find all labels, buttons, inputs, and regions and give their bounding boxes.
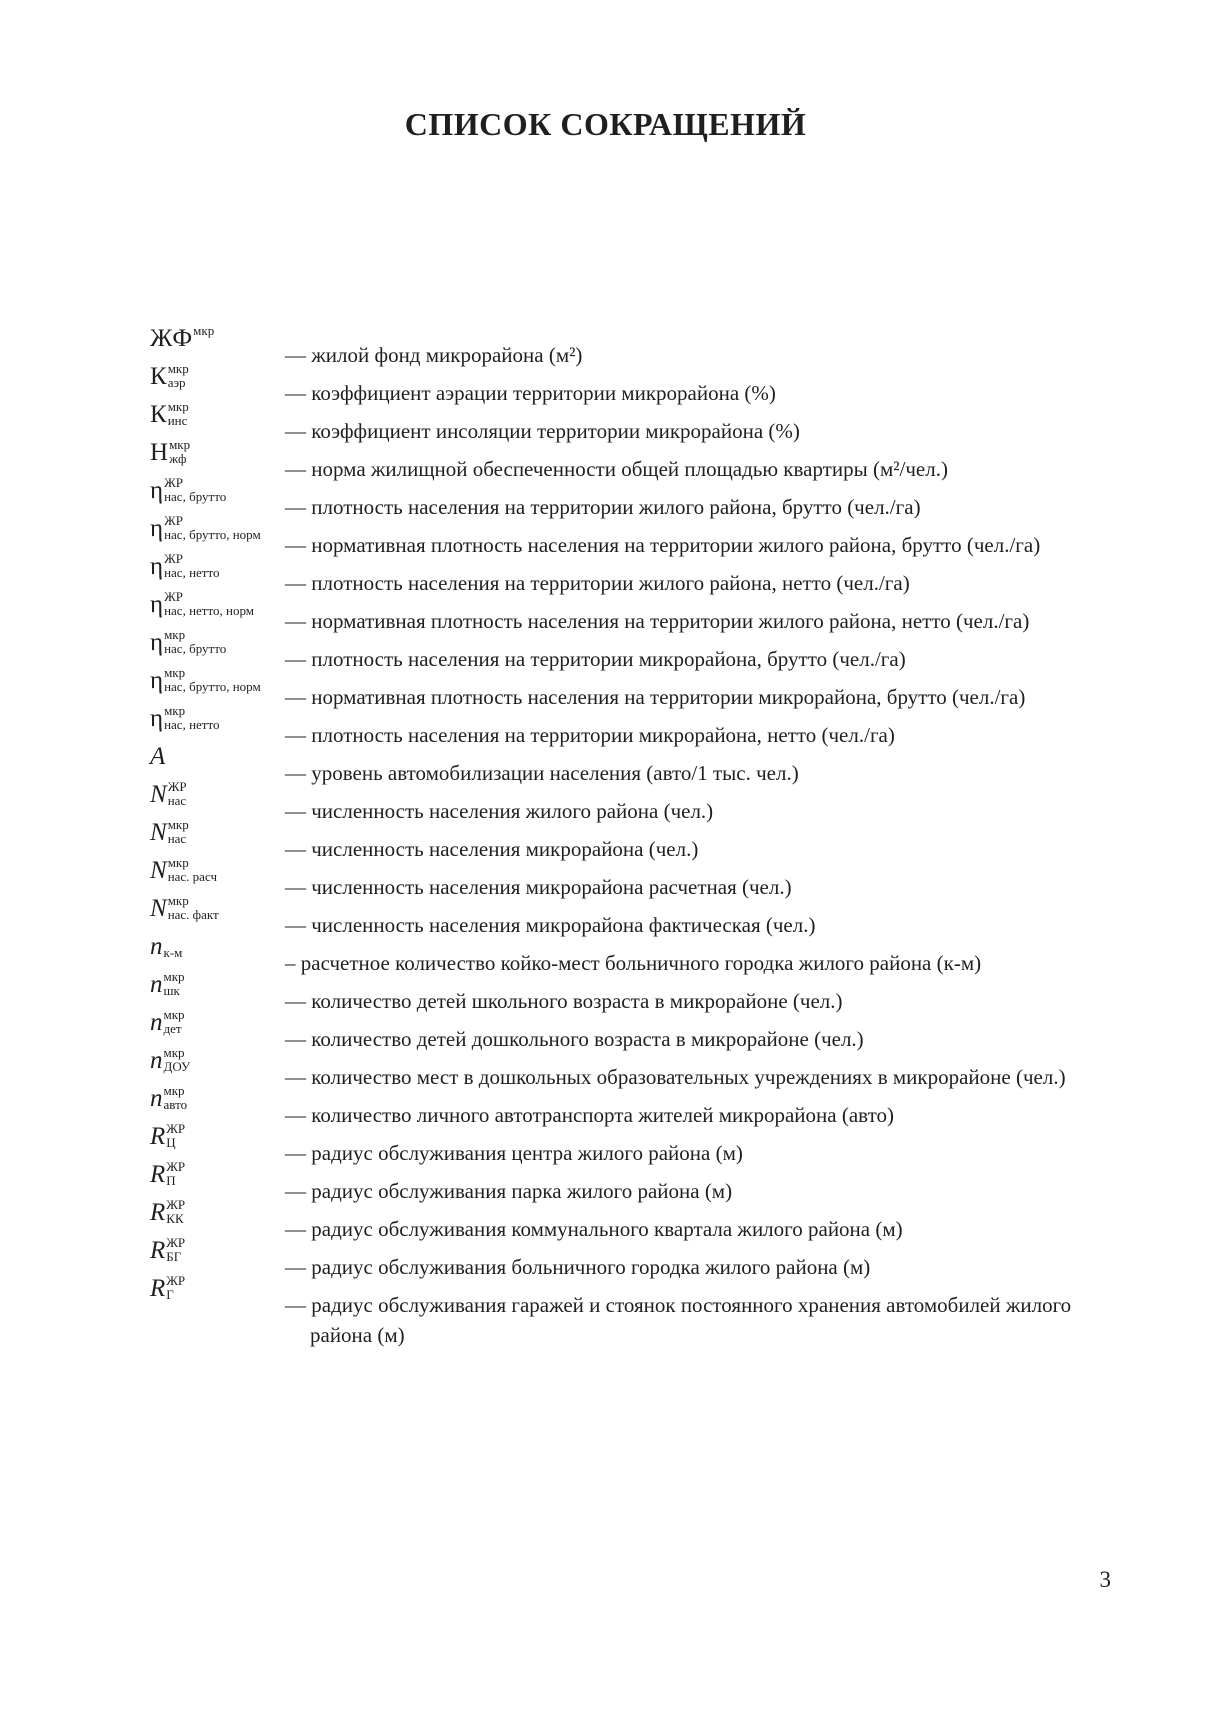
abbreviation-entry	[150, 893, 1110, 940]
abbreviation-description: — нормативная плотность населения на территории микрорайона, брутто (чел./га)	[285, 685, 1026, 709]
symbol-superscript: мкр	[164, 703, 186, 718]
symbol-subscript: жф	[169, 451, 187, 467]
abbreviation-entry	[150, 323, 1110, 370]
abbreviation-entry	[150, 437, 1110, 484]
symbol-superscript: мкр	[167, 893, 189, 908]
symbol-subscript: нас	[167, 793, 187, 809]
symbol-subscript: КК	[166, 1211, 184, 1227]
abbreviation-description: — численность населения жилого района (чел.)	[285, 799, 714, 823]
abbreviation-entry	[150, 589, 1110, 636]
symbol-superscript: мкр	[164, 665, 186, 680]
symbol-superscript: мкр	[163, 1007, 185, 1022]
abbreviation-description: — коэффициент инсоляции территории микрорайона (%)	[285, 419, 800, 443]
abbreviation-entry	[150, 399, 1110, 446]
symbol-base: η	[150, 629, 164, 656]
symbol-base: η	[150, 477, 164, 504]
symbol-superscript: ЖР	[164, 589, 183, 604]
abbreviation-entry	[150, 361, 1110, 408]
abbreviation-entry	[150, 1083, 1110, 1130]
abbreviation-description: — плотность населения на территории жилого района, брутто (чел./га)	[285, 495, 921, 519]
abbreviation-description: — численность населения микрорайона фактическая (чел.)	[285, 913, 816, 937]
abbreviation-entry	[150, 475, 1110, 522]
symbol-subscript: дет	[163, 1021, 182, 1037]
symbol-superscript: мкр	[163, 969, 185, 984]
abbreviation-description: — плотность населения на территории жилого района, нетто (чел./га)	[285, 571, 910, 595]
abbreviation-symbol	[150, 703, 285, 748]
symbol-subscript: БГ	[166, 1249, 182, 1265]
abbreviation-entry	[150, 1007, 1110, 1054]
abbreviation-description: — норма жилищной обеспеченности общей площадью квартиры (м²/чел.)	[285, 457, 948, 481]
symbol-subscript: инс	[167, 413, 188, 429]
symbol-subscript: нас, брутто	[164, 489, 227, 505]
abbreviation-description: — уровень автомобилизации населения (авто/1 тыс. чел.)	[285, 761, 799, 785]
symbol-subscript: к-м	[163, 945, 183, 960]
abbreviation-description: — нормативная плотность населения на территории жилого района, брутто (чел./га)	[285, 533, 1041, 557]
symbol-subscript: шк	[163, 983, 180, 999]
symbol-subscript: нас. расч	[167, 869, 218, 885]
abbreviation-entry	[150, 1159, 1110, 1206]
symbol-subscript: П	[166, 1173, 176, 1189]
symbol-superscript: мкр	[167, 399, 189, 414]
symbol-superscript: мкр	[164, 627, 186, 642]
symbol-superscript: мкр	[169, 437, 191, 452]
symbol-base: R	[150, 1199, 166, 1226]
symbol-base: N	[150, 819, 167, 846]
abbreviation-entry	[150, 855, 1110, 902]
symbol-superscript: ЖР	[164, 475, 183, 490]
symbol-base: η	[150, 667, 164, 694]
abbreviation-description: — коэффициент аэрации территории микрорайона (%)	[285, 381, 776, 405]
symbol-superscript: мкр	[193, 323, 215, 338]
symbol-base: R	[150, 1237, 166, 1264]
symbol-subscript: нас, брутто, норм	[164, 679, 261, 695]
abbreviation-description: — плотность населения на территории микрорайона, брутто (чел./га)	[285, 647, 906, 671]
abbreviation-entry	[150, 1235, 1110, 1282]
abbreviation-entry	[150, 817, 1110, 864]
abbreviation-description: — количество детей дошкольного возраста в микрорайоне (чел.)	[285, 1027, 864, 1051]
symbol-base: η	[150, 515, 164, 542]
symbol-base: Н	[150, 439, 169, 466]
symbol-subscript: Ц	[166, 1135, 176, 1151]
symbol-base: К	[150, 401, 167, 428]
symbol-subscript: нас, нетто	[164, 565, 220, 581]
symbol-superscript: ЖР	[166, 1197, 186, 1212]
abbreviation-entry	[150, 969, 1110, 1016]
symbol-base: n	[150, 1085, 163, 1112]
symbol-base: N	[150, 895, 167, 922]
abbreviation-description: — радиус обслуживания больничного городка жилого района (м)	[285, 1255, 871, 1279]
symbol-superscript: ЖР	[167, 779, 187, 794]
symbol-subscript: нас, нетто	[164, 717, 220, 733]
symbol-base: n	[150, 1009, 163, 1036]
symbol-superscript: ЖР	[164, 551, 183, 566]
symbol-superscript: ЖР	[166, 1235, 186, 1250]
symbol-subscript: ДОУ	[163, 1059, 191, 1075]
symbol-subscript: авто	[163, 1097, 188, 1113]
abbreviation-entry	[150, 703, 1110, 750]
abbreviation-entry	[150, 1273, 1110, 1350]
symbol-base: n	[150, 1047, 163, 1074]
symbol-base: η	[150, 591, 164, 618]
symbol-base: R	[150, 1161, 166, 1188]
page-number: 3	[1099, 1567, 1111, 1592]
abbreviation-description: — жилой фонд микрорайона (м²)	[285, 343, 583, 367]
abbreviation-description: — численность населения микрорайона (чел.)	[285, 837, 699, 861]
abbreviation-description: — количество детей школьного возраста в микрорайоне (чел.)	[285, 989, 843, 1013]
symbol-base: N	[150, 857, 167, 884]
symbol-superscript: мкр	[167, 817, 189, 832]
symbol-subscript: нас	[167, 831, 187, 847]
abbreviation-entry	[150, 1045, 1110, 1092]
abbreviation-description: — нормативная плотность населения на территории жилого района, нетто (чел./га)	[285, 609, 1030, 633]
abbreviation-description: — радиус обслуживания центра жилого района (м)	[285, 1141, 743, 1165]
abbreviation-entry	[150, 665, 1110, 712]
symbol-base: n	[150, 971, 163, 998]
symbol-superscript: ЖР	[166, 1121, 186, 1136]
symbol-base: η	[150, 705, 164, 732]
symbol-base: n	[150, 933, 163, 960]
symbol-subscript: нас, брутто, норм	[164, 527, 261, 543]
symbol-base: ЖФ	[150, 325, 193, 352]
abbreviation-description: — количество мест в дошкольных образовательных учреждениях в микрорайоне (чел.)	[285, 1065, 1066, 1089]
symbol-superscript: мкр	[167, 361, 189, 376]
abbreviation-entry	[150, 513, 1110, 560]
symbol-base: N	[150, 781, 167, 808]
abbreviation-entry	[150, 1121, 1110, 1168]
symbol-subscript: аэр	[167, 375, 186, 391]
abbreviation-entry	[150, 551, 1110, 598]
abbreviation-description: — радиус обслуживания парка жилого района (м)	[285, 1179, 733, 1203]
symbol-base: η	[150, 553, 164, 580]
abbreviation-entry	[150, 743, 1110, 788]
symbol-superscript: ЖР	[166, 1159, 186, 1174]
page-title: СПИСОК СОКРАЩЕНИЙ	[404, 106, 807, 142]
symbol-base: A	[150, 743, 166, 770]
abbreviation-entry	[150, 779, 1110, 826]
symbol-subscript: нас, нетто, норм	[164, 603, 254, 619]
symbol-base: R	[150, 1123, 166, 1150]
abbreviation-description: — численность населения микрорайона расчетная (чел.)	[285, 875, 792, 899]
abbreviation-list	[150, 323, 1110, 1350]
symbol-base: К	[150, 363, 167, 390]
abbreviation-entry	[150, 1197, 1110, 1244]
symbol-superscript: мкр	[167, 855, 189, 870]
abbreviation-description: — радиус обслуживания коммунального квартала жилого района (м)	[285, 1217, 903, 1241]
symbol-subscript: нас, брутто	[164, 641, 227, 657]
abbreviation-description: — радиус обслуживания гаражей и стоянок постоянного хранения автомобилей жилого района (м)	[285, 1293, 1072, 1347]
abbreviation-entry	[150, 627, 1110, 674]
symbol-superscript: ЖР	[166, 1273, 186, 1288]
abbreviation-description: — плотность населения на территории микрорайона, нетто (чел./га)	[285, 723, 895, 747]
symbol-subscript: Г	[166, 1287, 174, 1303]
symbol-superscript: ЖР	[164, 513, 183, 528]
symbol-subscript: нас. факт	[167, 907, 219, 923]
symbol-superscript: мкр	[163, 1083, 185, 1098]
abbreviation-symbol	[150, 1273, 285, 1318]
abbreviation-description: — количество личного автотранспорта жителей микрорайона (авто)	[285, 1103, 894, 1127]
symbol-superscript: мкр	[163, 1045, 185, 1060]
symbol-base: R	[150, 1275, 166, 1302]
abbreviation-entry	[150, 933, 1110, 978]
abbreviation-description: – расчетное количество койко-мест больничного городка жилого района (к-м)	[285, 951, 982, 975]
